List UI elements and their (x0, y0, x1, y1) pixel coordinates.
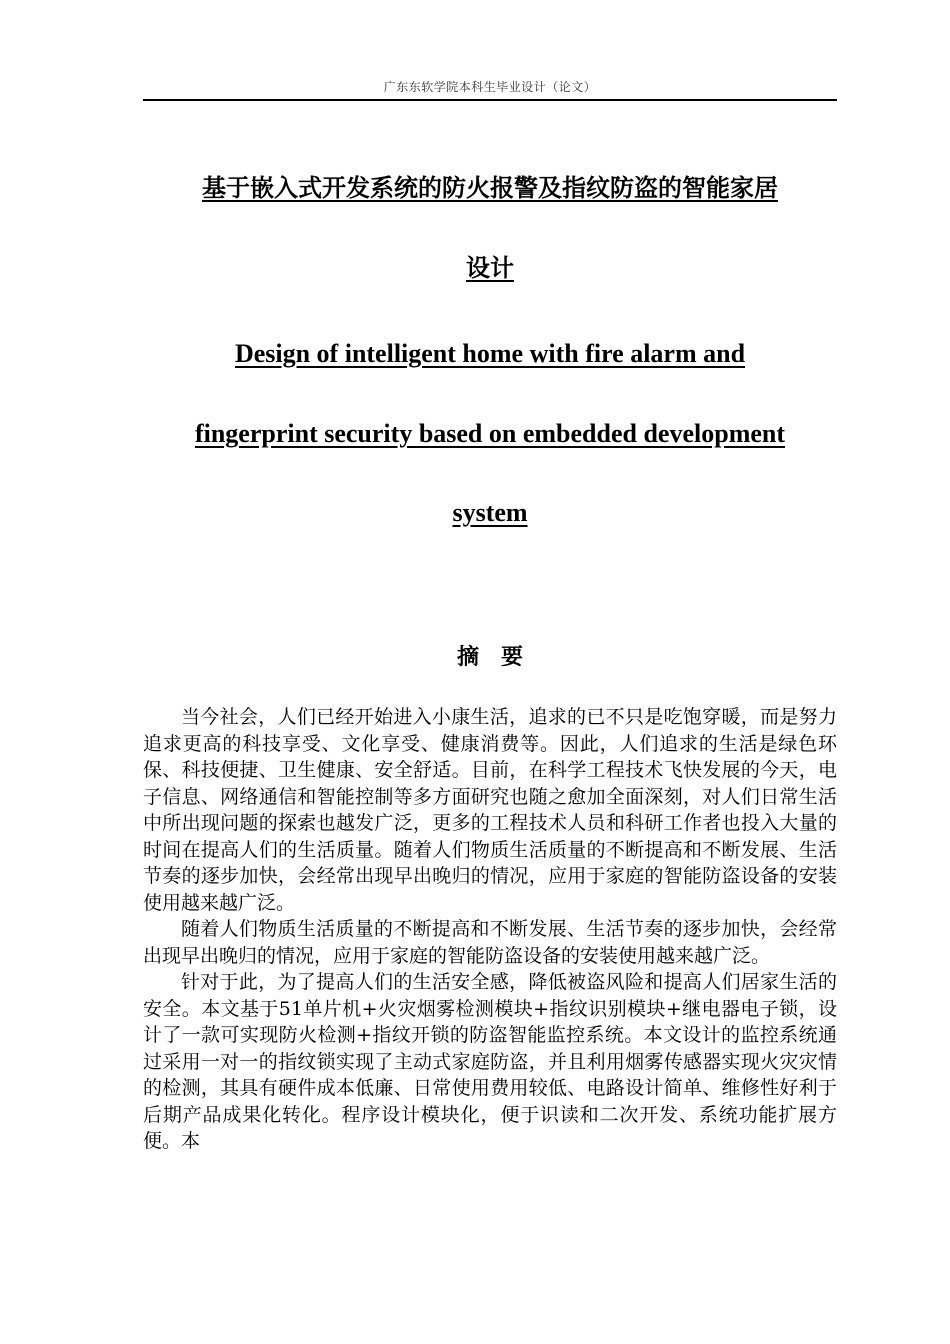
title-english-line-3: system (452, 498, 528, 527)
title-english-line-2: fingerprint security based on embedded development (194, 419, 786, 448)
running-header: 广东东软学院本科生毕业设计（论文） (383, 80, 597, 94)
abstract-heading: 摘要 (456, 645, 545, 670)
title-english-line-1: Design of intelligent home with fire alarm and (234, 339, 746, 368)
abstract-body (143, 704, 837, 1155)
title-chinese-line-1: 基于嵌入式开发系统的防火报警及指纹防盗的智能家居 (202, 174, 778, 202)
abstract-paragraph-2: 随着人们物质生活质量的不断提高和不断发展、生活节奏的逐步加快，会经常出现早出晚归的情况，应用于家庭的智能防盗设备的安装使用越来越广泛。 (143, 918, 837, 967)
abstract-paragraph-3: 针对于此，为了提高人们的生活安全感，降低被盗风险和提高人们居家生活的安全。本文基于51单片机+火灾烟雾检测模块+指纹识别模块+继电器电子锁，设计了一款可实现防火检测+指纹开锁的防盗智能监控系统。本文设计的监控系统通过采用一对一的指纹锁实现了主动式家庭防盗，并且利用烟雾传感器实现火灾灾情的检测，其具有硬件成本低廉、日常使用费用较低、电路设计简单、维修性好利于后期产品成果化转化。程序设计模块化，便于识读和二次开发、系统功能扩展方便。本 (143, 971, 837, 1152)
abstract-paragraph-1: 当今社会，人们已经开始进入小康生活，追求的已不只是吃饱穿暖，而是努力追求更高的科技享受、文化享受、健康消费等。因此，人们追求的生活是绿色环保、科技便捷、卫生健康、安全舒适。目前，在科学工程技术飞快发展的今天，电子信息、网络通信和智能控制等多方面研究也随之愈加全面深刻，对人们日常生活中所出现问题的探索也越发广泛，更多的工程技术人员和科研工作者也投入大量的时间在提高人们的生活质量。随着人们物质生活质量的不断提高和不断发展、生活节奏的逐步加快，会经常出现早出晚归的情况，应用于家庭的智能防盗设备的安装使用越来越广泛。 (143, 706, 837, 914)
title-chinese-line-2: 设计 (466, 254, 514, 282)
header-rule (143, 99, 837, 101)
